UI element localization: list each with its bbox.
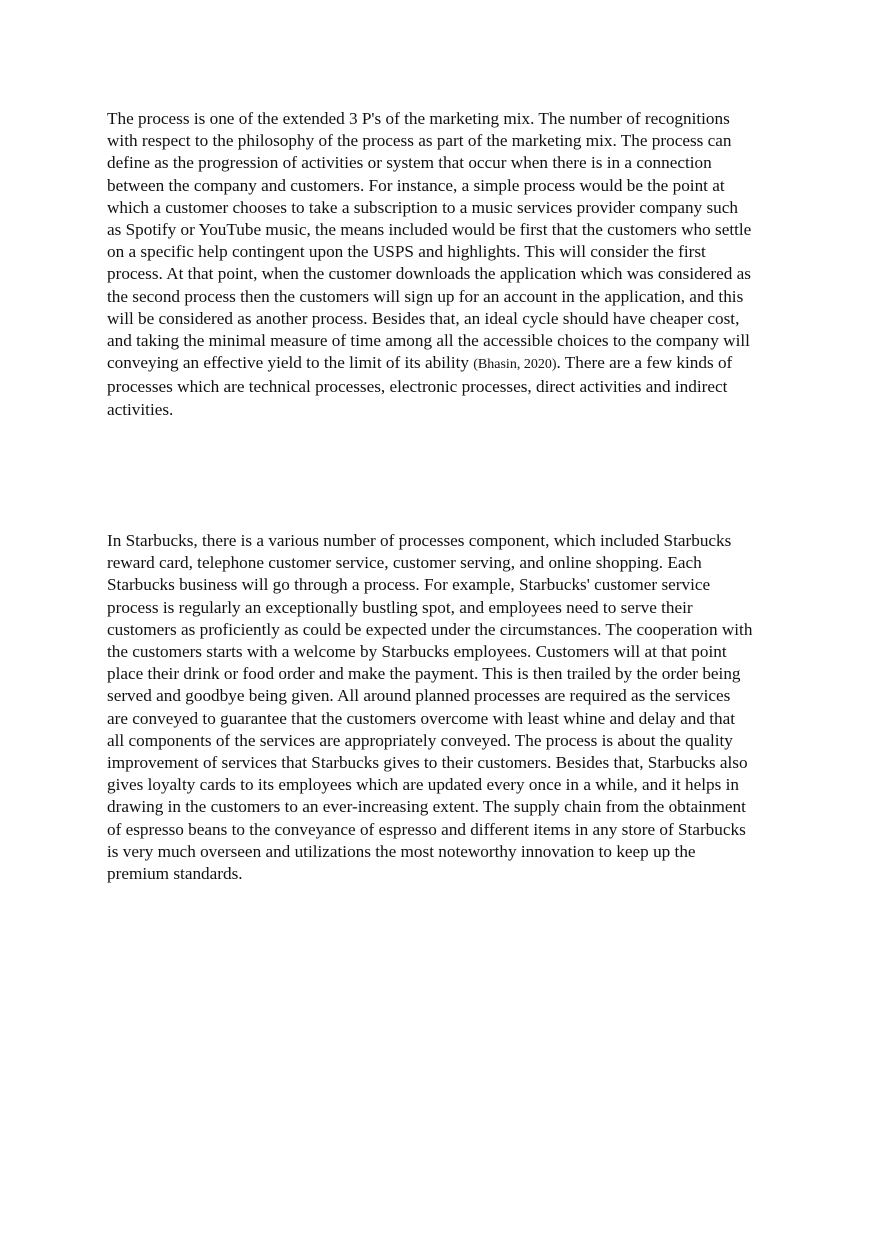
paragraph-line: with respect to the philosophy of the process as part of the marketing mix. The process can: [107, 131, 732, 151]
paragraph-line-with-citation: [107, 352, 779, 376]
paragraph-line: place their drink or food order and make the payment. This is then trailed by the order being: [107, 664, 741, 684]
paragraph-line: gives loyalty cards to its employees which are updated every once in a while, and it helps in: [107, 775, 739, 795]
paragraph-line: on a specific help contingent upon the USPS and highlights. This will consider the first: [107, 242, 706, 262]
paragraph-line: reward card, telephone customer service, customer serving, and online shopping. Each: [107, 553, 702, 573]
paragraph-line: process. At that point, when the customer downloads the application which was considered as: [107, 264, 751, 284]
paragraph-line: will be considered as another process. Besides that, an ideal cycle should have cheaper cost,: [107, 308, 740, 328]
citation: (Bhasin, 2020): [473, 357, 557, 373]
paragraph-line: the customers starts with a welcome by Starbucks employees. Customers will at that point: [107, 642, 727, 662]
line-text-before-citation: conveying an effective yield to the limit of its ability: [107, 353, 474, 373]
paragraph-line: served and goodbye being given. All around planned processes are required as the services: [107, 686, 731, 706]
paragraph-starbucks-process: [107, 530, 779, 885]
paragraph-process-definition: [107, 108, 779, 421]
paragraph-line: between the company and customers. For instance, a simple process would be the point at: [107, 175, 725, 195]
paragraph-line: and taking the minimal measure of time among all the accessible choices to the company will: [107, 331, 750, 351]
paragraph-line: processes which are technical processes, electronic processes, direct activities and indirect: [107, 377, 728, 397]
paragraph-line: customers as proficiently as could be expected under the circumstances. The cooperation with: [107, 619, 753, 639]
paragraph-line: premium standards.: [107, 864, 243, 884]
paragraph-line: all components of the services are appropriately conveyed. The process is about the quality: [107, 730, 733, 750]
paragraph-line: of espresso beans to the conveyance of espresso and different items in any store of Starbucks: [107, 819, 746, 839]
paragraph-line: define as the progression of activities or system that occur when there is in a connection: [107, 153, 712, 173]
line-text-after-citation: . There are a few kinds of: [556, 353, 733, 373]
paragraph-line: process is regularly an exceptionally bustling spot, and employees need to serve their: [107, 597, 693, 617]
paragraph-line: improvement of services that Starbucks gives to their customers. Besides that, Starbucks also: [107, 753, 748, 773]
paragraph-line: are conveyed to guarantee that the customers overcome with least whine and delay and that: [107, 708, 736, 728]
paragraph-line: In Starbucks, there is a various number of processes component, which included Starbucks: [107, 531, 732, 550]
paragraph-line: which a customer chooses to take a subscription to a music services provider company such: [107, 197, 738, 217]
paragraph-line: the second process then the customers will sign up for an account in the application, and this: [107, 286, 744, 306]
paragraph-line: drawing in the customers to an ever-increasing extent. The supply chain from the obtainment: [107, 797, 746, 817]
paragraph-line: activities.: [107, 399, 174, 419]
paragraph-line: Starbucks business will go through a process. For example, Starbucks' customer service: [107, 575, 711, 595]
paragraph-line: as Spotify or YouTube music, the means included would be first that the customers who settle: [107, 220, 752, 240]
paragraph-line: is very much overseen and utilizations the most noteworthy innovation to keep up the: [107, 841, 696, 861]
paragraph-line: The process is one of the extended 3 P's of the marketing mix. The number of recognitions: [107, 109, 730, 128]
